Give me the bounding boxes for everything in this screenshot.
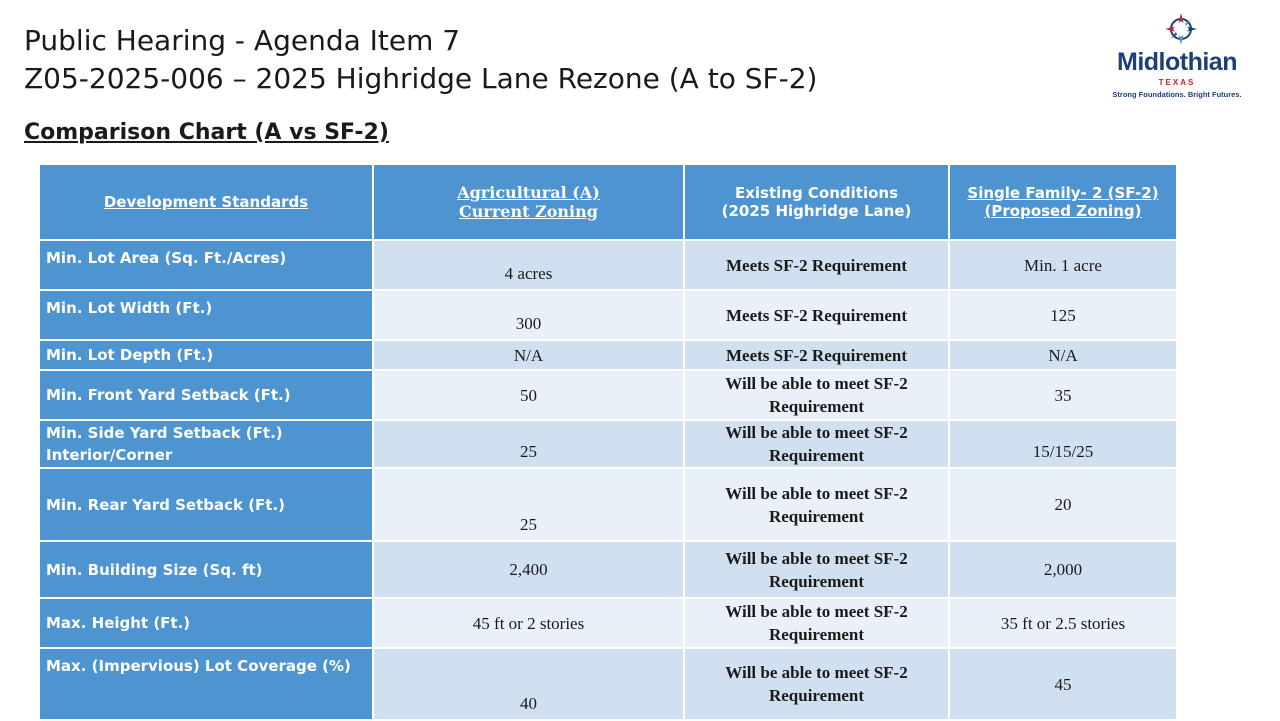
table-row bbox=[39, 240, 1177, 290]
row-label: Min. Side Yard Setback (Ft.) Interior/Corner bbox=[39, 420, 373, 468]
cell-sf2: 35 ft or 2.5 stories bbox=[949, 598, 1177, 648]
cell-sf2: 20 bbox=[949, 468, 1177, 541]
cell-agricultural: 2,400 bbox=[373, 541, 684, 598]
cell-sf2: 35 bbox=[949, 370, 1177, 420]
row-label: Max. (Impervious) Lot Coverage (%) bbox=[39, 648, 373, 720]
table-row bbox=[39, 290, 1177, 340]
cell-agricultural: N/A bbox=[373, 340, 684, 370]
logo-tagline: Strong Foundations. Bright Futures. bbox=[1112, 90, 1242, 99]
table-row bbox=[39, 598, 1177, 648]
cell-sf2: 2,000 bbox=[949, 541, 1177, 598]
cell-agricultural: 25 bbox=[373, 420, 684, 468]
cell-existing: Will be able to meet SF-2 Requirement bbox=[684, 648, 949, 720]
header-single-family-2: Single Family- 2 (SF-2) (Proposed Zoning) bbox=[949, 164, 1177, 240]
cell-agricultural: 4 acres bbox=[373, 240, 684, 290]
cell-existing: Will be able to meet SF-2 Requirement bbox=[684, 598, 949, 648]
cell-existing: Meets SF-2 Requirement bbox=[684, 240, 949, 290]
table-row bbox=[39, 541, 1177, 598]
comparison-table bbox=[38, 163, 1178, 721]
cell-agricultural: 50 bbox=[373, 370, 684, 420]
star-logo-icon bbox=[1164, 12, 1198, 46]
row-label: Min. Building Size (Sq. ft) bbox=[39, 541, 373, 598]
cell-sf2: 125 bbox=[949, 290, 1177, 340]
cell-existing: Will be able to meet SF-2 Requirement bbox=[684, 468, 949, 541]
table-row bbox=[39, 370, 1177, 420]
cell-agricultural: 40 bbox=[373, 648, 684, 720]
title-line-1: Public Hearing - Agenda Item 7 bbox=[24, 24, 461, 57]
table-row bbox=[39, 340, 1177, 370]
row-label: Min. Lot Width (Ft.) bbox=[39, 290, 373, 340]
table-row bbox=[39, 420, 1177, 468]
cell-agricultural: 45 ft or 2 stories bbox=[373, 598, 684, 648]
cell-existing: Meets SF-2 Requirement bbox=[684, 340, 949, 370]
cell-existing: Will be able to meet SF-2 Requirement bbox=[684, 420, 949, 468]
row-label: Min. Lot Depth (Ft.) bbox=[39, 340, 373, 370]
slide-title bbox=[24, 22, 817, 98]
table-header-row bbox=[39, 164, 1177, 240]
cell-existing: Will be able to meet SF-2 Requirement bbox=[684, 370, 949, 420]
cell-existing: Will be able to meet SF-2 Requirement bbox=[684, 541, 949, 598]
row-label: Min. Rear Yard Setback (Ft.) bbox=[39, 468, 373, 541]
cell-agricultural: 25 bbox=[373, 468, 684, 541]
table-row bbox=[39, 468, 1177, 541]
city-logo bbox=[1104, 12, 1250, 99]
cell-agricultural: 300 bbox=[373, 290, 684, 340]
logo-name: Midlothian bbox=[1117, 48, 1237, 76]
section-subtitle: Comparison Chart (A vs SF-2) bbox=[24, 120, 389, 145]
cell-sf2: 45 bbox=[949, 648, 1177, 720]
cell-existing: Meets SF-2 Requirement bbox=[684, 290, 949, 340]
row-label: Min. Front Yard Setback (Ft.) bbox=[39, 370, 373, 420]
cell-sf2: N/A bbox=[949, 340, 1177, 370]
row-label: Max. Height (Ft.) bbox=[39, 598, 373, 648]
header-existing-conditions: Existing Conditions (2025 Highridge Lane) bbox=[684, 164, 949, 240]
logo-state: TEXAS bbox=[1158, 78, 1196, 87]
row-label: Min. Lot Area (Sq. Ft./Acres) bbox=[39, 240, 373, 290]
table-row bbox=[39, 648, 1177, 720]
title-line-2: Z05-2025-006 – 2025 Highridge Lane Rezone (A to SF-2) bbox=[24, 62, 818, 95]
header-agricultural: Agricultural (A) Current Zoning bbox=[373, 164, 684, 240]
cell-sf2: 15/15/25 bbox=[949, 420, 1177, 468]
header-development-standards: Development Standards bbox=[39, 164, 373, 240]
cell-sf2: Min. 1 acre bbox=[949, 240, 1177, 290]
